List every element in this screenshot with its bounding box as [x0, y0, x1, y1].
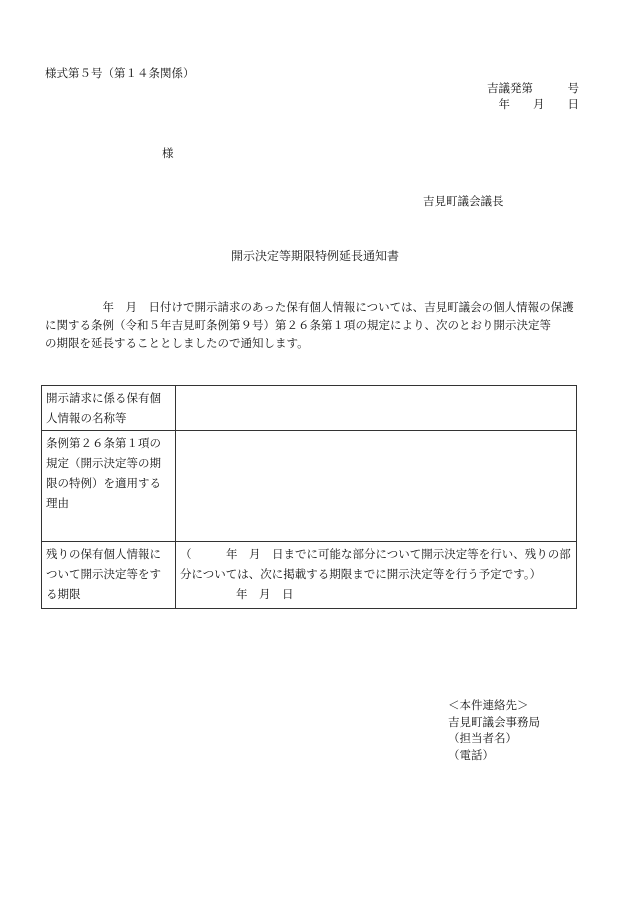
value-reason [176, 431, 577, 542]
body-paragraph [45, 298, 585, 352]
info-table [41, 385, 577, 609]
value-info-name [176, 386, 577, 431]
body-line-3: の期限を延長することとしましたので通知します。 [45, 336, 309, 350]
contact-phone: （電話） [448, 747, 494, 762]
addressee-suffix: 様 [162, 146, 174, 160]
body-line-1: 年 月 日付けで開示請求のあった保有個人情報については、吉見町議会の個人情報の保護 [45, 300, 574, 314]
document-title: 開示決定等期限特例延長通知書 [230, 249, 399, 263]
contact-office: 吉見町議会事務局 [448, 714, 540, 729]
deadline-date: 年 月 日 [236, 587, 294, 601]
label-deadline: 残りの保有個人情報に ついて開示決定等をす る期限 [42, 542, 176, 609]
label-info-name: 開示請求に係る保有個 人情報の名称等 [42, 386, 176, 431]
sender-name: 吉見町議会議長 [423, 194, 504, 208]
contact-person: （担当者名） [448, 731, 517, 745]
document-number: 吉議発第 号 [487, 81, 579, 95]
value-deadline: （ 年 月 日までに可能な部分について開示決定等を行い、残りの部 分については、次に掲載する期限までに開示決定等を行う予定です。） 年 月 日 [176, 542, 577, 609]
table-row-info-name [42, 386, 577, 431]
table-row-deadline [42, 542, 577, 609]
form-number: 様式第５号（第１４条関係） [45, 66, 195, 80]
document-date: 年 月 日 [498, 97, 579, 111]
label-reason: 条例第２６条第１項の 規定（開示決定等の期 限の特例）を適用する 理由 [42, 431, 176, 542]
body-line-2: に関する条例（令和５年吉見町条例第９号）第２６条第１項の規定により、次のとおり開示決定等 [45, 318, 551, 332]
contact-block [448, 697, 540, 763]
contact-heading: ＜本件連絡先＞ [448, 698, 529, 712]
table-row-reason [42, 431, 577, 542]
